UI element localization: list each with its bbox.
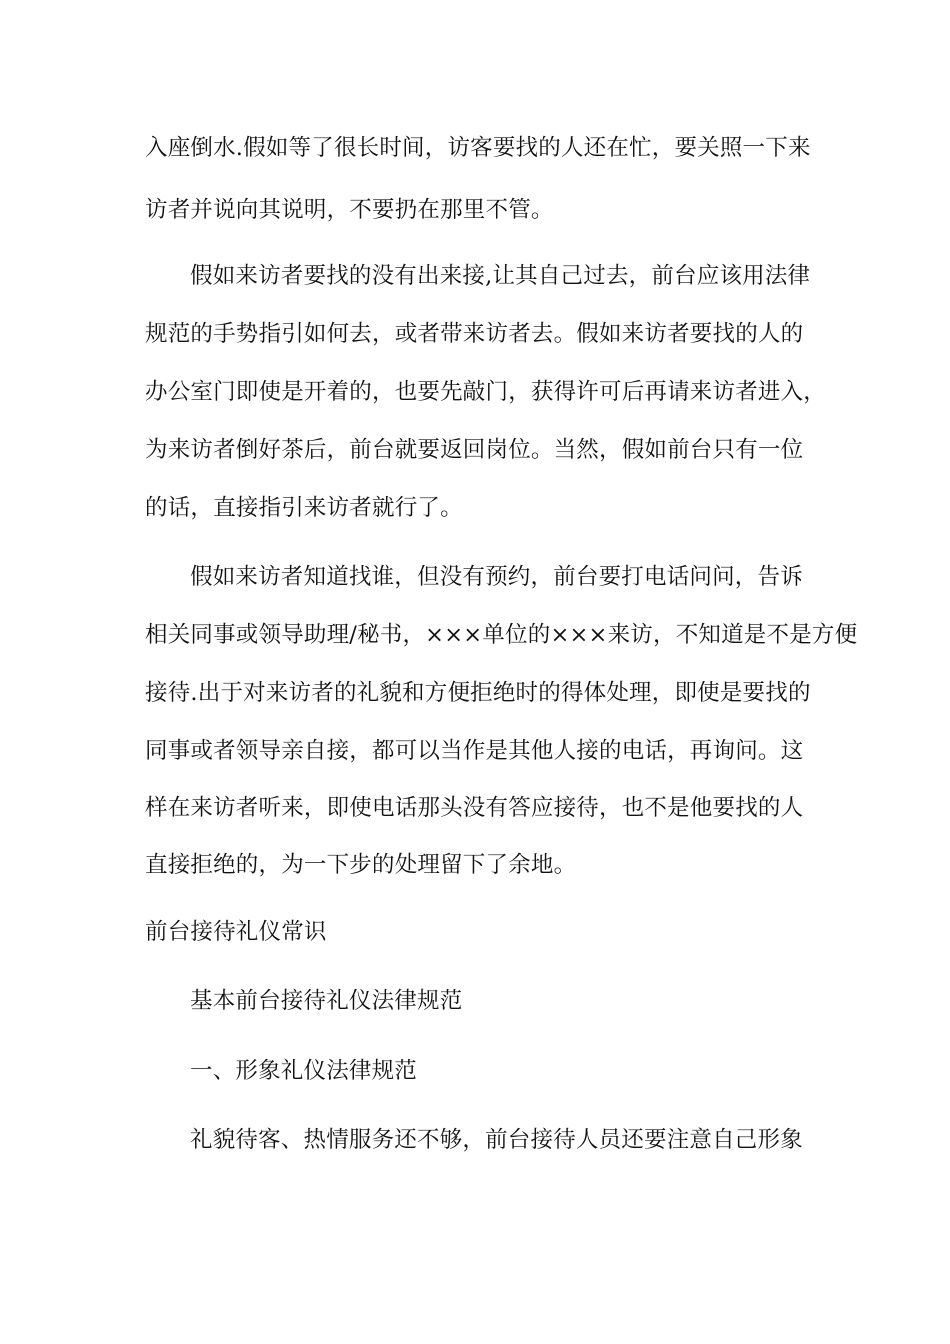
paragraph-line: 的话，直接指引来访者就行了。 — [145, 495, 463, 521]
paragraph-line: 规范的手势指引如何去，或者带来访者去。假如来访者要找的人的 — [145, 321, 804, 347]
paragraph-line: 为来访者倒好茶后，前台就要返回岗位。当然，假如前台只有一位 — [145, 437, 804, 463]
paragraph-line: 办公室门即使是开着的，也要先敲门，获得许可后再请来访者进入， — [145, 379, 827, 405]
paragraph-line: 样在来访者听来，即使电话那头没有答应接待，也不是他要找的人 — [145, 795, 804, 821]
paragraph-line: 礼貌待客、热情服务还不够，前台接待人员还要注意自己形象 — [190, 1127, 803, 1153]
subsection-heading: 基本前台接待礼仪法律规范 — [190, 988, 463, 1014]
section-heading: 前台接待礼仪常识 — [145, 919, 327, 945]
paragraph-line: 入座倒水.假如等了很长时间，访客要找的人还在忙，要关照一下来 — [145, 135, 811, 161]
paragraph-line: 相关同事或领导助理/秘书，×××单位的×××来访，不知道是不是方便 — [145, 622, 858, 648]
paragraph-line: 同事或者领导亲自接，都可以当作是其他人接的电话，再询问。这 — [145, 738, 804, 764]
paragraph-line: 接待.出于对来访者的礼貌和方便拒绝时的得体处理，即使是要找的 — [145, 680, 811, 706]
paragraph-line: 假如来访者知道找谁，但没有预约，前台要打电话问问，告诉 — [190, 564, 803, 590]
paragraph-line: 直接拒绝的，为一下步的处理留下了余地。 — [145, 852, 577, 878]
paragraph-line: 访者并说向其说明，不要扔在那里不管。 — [145, 197, 554, 223]
paragraph-line: 假如来访者要找的没有出来接,让其自己过去，前台应该用法律 — [190, 263, 811, 289]
subsection-heading: 一、形象礼仪法律规范 — [190, 1058, 418, 1084]
